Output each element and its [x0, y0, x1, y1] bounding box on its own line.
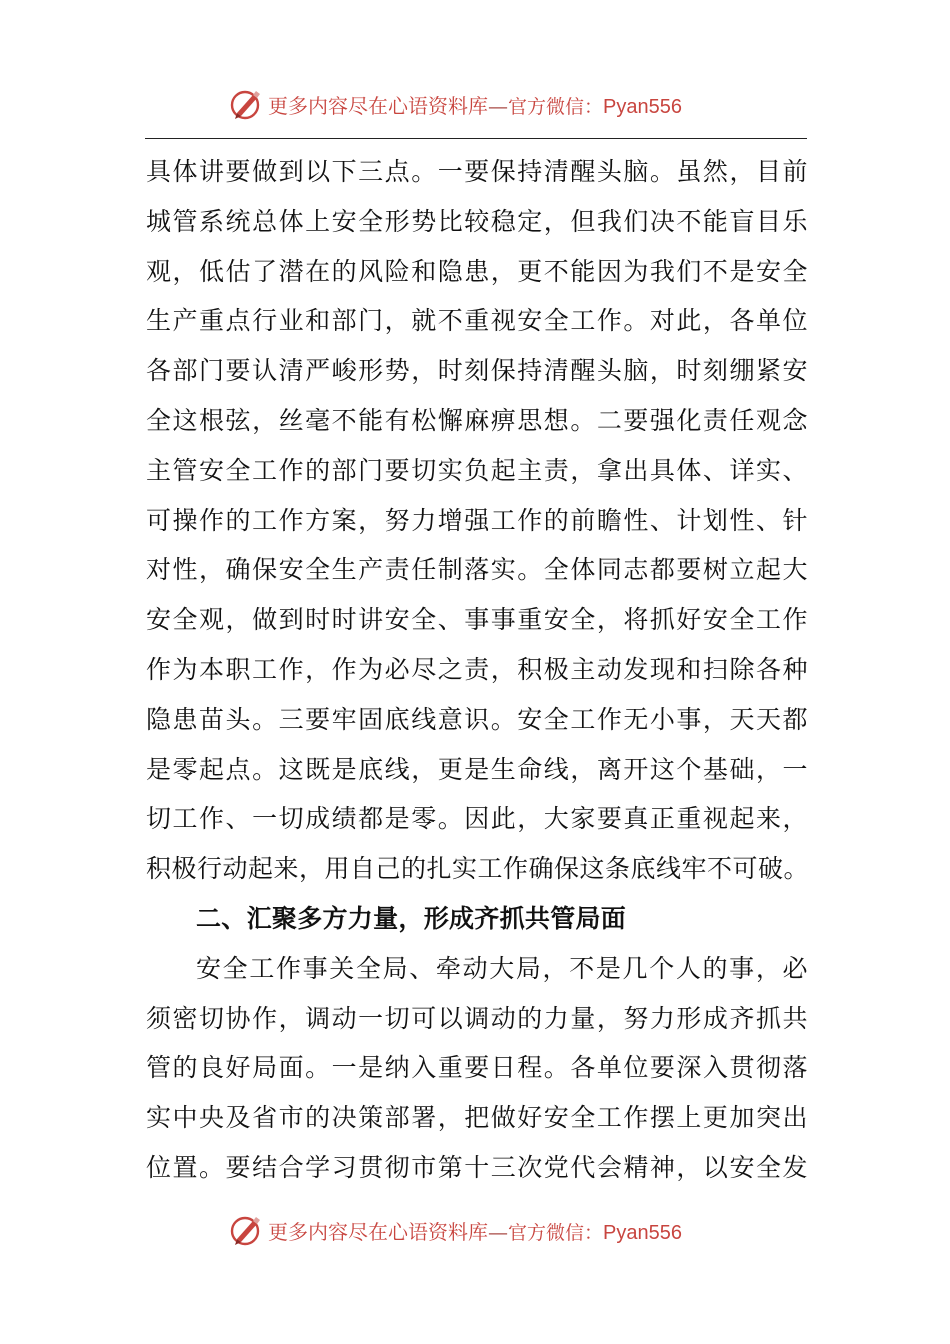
body-line: 作为本职工作，作为必尽之责，积极主动发现和扫除各种: [146, 654, 808, 684]
body-line: 位置。要结合学习贯彻市第十三次党代会精神，以安全发: [146, 1152, 808, 1182]
body-line: 隐患苗头。三要牢固底线意识。安全工作无小事，天天都: [146, 704, 808, 734]
footer-dash: —: [488, 1219, 508, 1244]
pen-logo-icon: [228, 1212, 264, 1248]
document-body: [146, 147, 808, 1193]
body-line: 管的良好局面。一是纳入重要日程。各单位要深入贯彻落: [146, 1053, 808, 1083]
body-line: 主管安全工作的部门要切实负起主责，拿出具体、详实、: [146, 455, 808, 485]
footer-wechat-label: 官方微信：: [508, 1221, 604, 1244]
body-line: 具体讲要做到以下三点。一要保持清醒头脑。虽然，目前: [146, 157, 808, 186]
header-wechat-id: Pyan556: [603, 95, 682, 118]
body-line: 城管系统总体上安全形势比较稳定，但我们决不能盲目乐: [146, 206, 808, 236]
header-wechat-label: 官方微信：: [508, 95, 604, 118]
footer-wechat-id: Pyan556: [603, 1221, 682, 1244]
body-line: 实中央及省市的决策部署，把做好安全工作摆上更加突出: [146, 1103, 808, 1133]
section-heading: 二、汇聚多方力量，形成齐抓共管局面: [196, 903, 627, 933]
body-line: 生产重点行业和部门，就不重视安全工作。对此，各单位: [146, 306, 808, 336]
body-line: 各部门要认清严峻形势，时刻保持清醒头脑，时刻绷紧安: [146, 356, 808, 386]
body-line: 积极行动起来，用自己的扎实工作确保这条底线牢不可破。: [146, 854, 810, 884]
body-line: 安全工作事关全局、牵动大局，不是几个人的事，必: [196, 953, 808, 983]
body-line: 观，低估了潜在的风险和隐患，更不能因为我们不是安全: [146, 256, 808, 286]
footer-site-name: 更多内容尽在心语资料库: [268, 1219, 488, 1244]
header-rule: [145, 138, 807, 139]
pen-logo-icon: [228, 86, 264, 122]
body-line: 是零起点。这既是底线，更是生命线，离开这个基础，一: [146, 754, 808, 784]
body-line: 须密切协作，调动一切可以调动的力量，努力形成齐抓共: [146, 1003, 808, 1033]
header-dash: —: [488, 93, 508, 118]
body-line: 可操作的工作方案，努力增强工作的前瞻性、计划性、针: [146, 505, 808, 535]
header-banner: [0, 84, 950, 124]
body-line: 对性，确保安全生产责任制落实。全体同志都要树立起大: [146, 555, 808, 585]
footer-banner: [0, 1210, 950, 1250]
body-line: 安全观，做到时时讲安全、事事重安全，将抓好安全工作: [146, 605, 808, 635]
header-site-name: 更多内容尽在心语资料库: [268, 93, 488, 118]
body-line: 切工作、一切成绩都是零。因此，大家要真正重视起来，: [146, 804, 808, 834]
body-line: 全这根弦，丝毫不能有松懈麻痹思想。二要强化责任观念: [146, 405, 808, 435]
